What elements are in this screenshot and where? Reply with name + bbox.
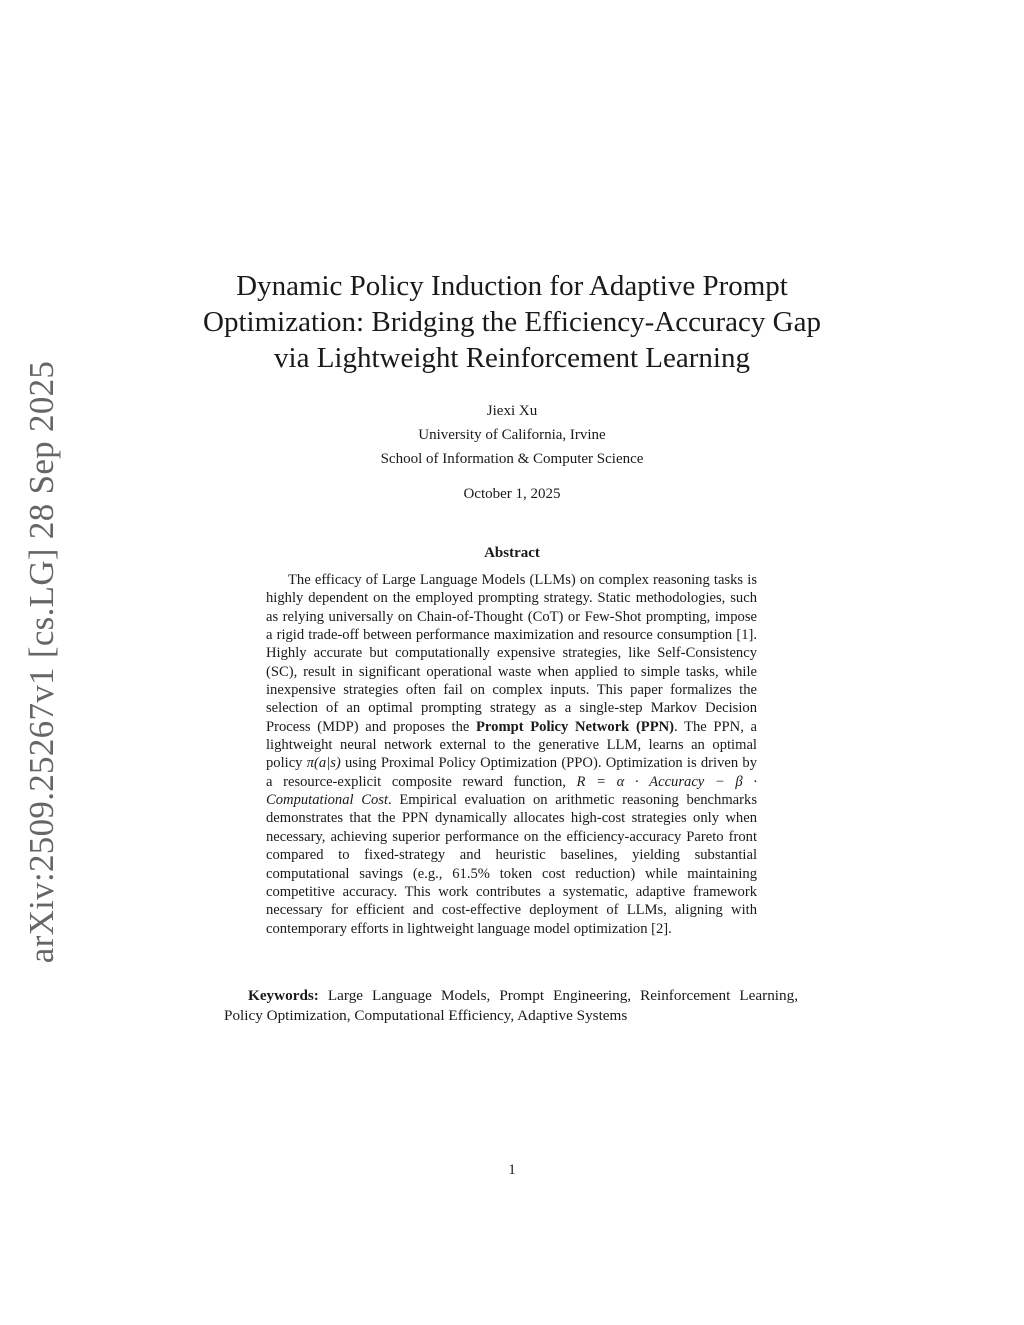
page-number: 1	[508, 1162, 516, 1178]
policy-formula: π(a|s)	[306, 755, 341, 772]
keywords-label: Keywords:	[248, 987, 319, 1004]
abstract-text-part4: . Empirical evaluation on arithmetic reasoning benchmarks demonstrates that the PPN dynamically allocates high-cost strategies only when necessary, achieving superior performance on the efficiency-accuracy Pareto front compared to fixed-strategy and heuristic baselines, yielding substantial computational savings (e.g., 61.5% token cost reduction) while maintaining competitive accuracy. This work contributes a systematic, adaptive framework necessary for efficient and cost-effective deployment of LLMs, aligning with contemporary efforts in lightweight language model optimization [2].	[266, 792, 757, 937]
reward-formula: R = α · Accuracy − β · Computational Cost	[266, 773, 757, 809]
abstract-text-part2: . The PPN, a lightweight neural network external to the generative LLM, learns an optimal policy	[266, 718, 757, 772]
abstract-body	[266, 571, 757, 938]
abstract-text-part3: using Proximal Policy Optimization (PPO). Optimization is driven by a resource-explicit composite reward function,	[266, 755, 757, 790]
abstract-heading: Abstract	[484, 545, 540, 561]
paper-date: October 1, 2025	[463, 486, 561, 502]
author-affiliation-school: School of Information & Computer Science	[380, 451, 644, 467]
author-name: Jiexi Xu	[486, 403, 538, 419]
keywords-paragraph	[224, 986, 798, 1026]
abstract-text-part1: The efficacy of Large Language Models (LLMs) on complex reasoning tasks is highly dependent on the employed prompting strategy. Static methodologies, such as relying universally on Chain-of-Thought (CoT) or Few-Shot prompting, impose a rigid trade-off between performance maximization and resource consumption [1]. Highly accurate but computationally expensive strategies, like Self-Consistency (SC), result in significant operational waste when applied to simple tasks, while inexpensive strategies often fail on complex inputs. This paper formalizes the selection of an optimal prompting strategy as a single-step Markov Decision Process (MDP) and proposes the	[266, 572, 757, 735]
paper-title: Dynamic Policy Induction for Adaptive Prompt Optimization: Bridging the Efficiency-Accuracy Gap via Lightweight Reinforcement Learning	[203, 270, 821, 374]
abstract-bold-term: Prompt Policy Network (PPN)	[476, 718, 675, 735]
author-affiliation-university: University of California, Irvine	[418, 427, 606, 443]
arxiv-identifier-stamp: arXiv:2509.25267v1 [cs.LG] 28 Sep 2025	[22, 360, 61, 964]
keywords-text: Large Language Models, Prompt Engineering, Reinforcement Learning, Policy Optimization, Computational Efficiency, Adaptive Systems	[224, 987, 798, 1024]
